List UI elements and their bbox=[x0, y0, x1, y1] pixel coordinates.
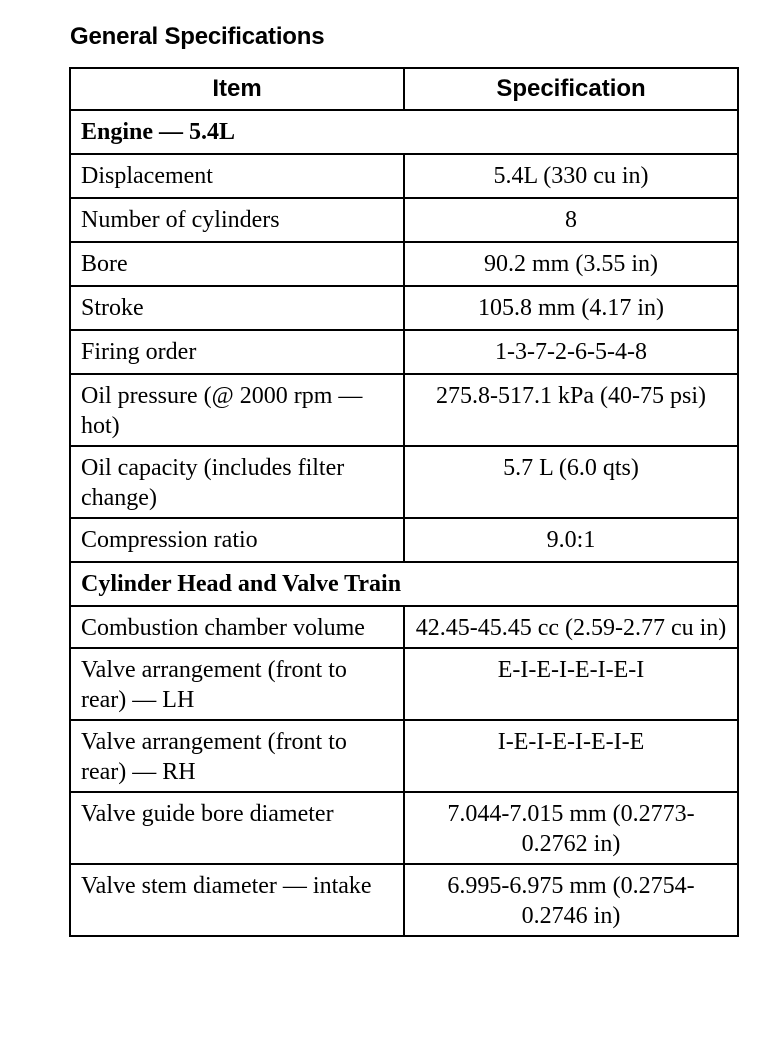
table-row bbox=[70, 720, 738, 792]
item-cell: Combustion chamber volume bbox=[70, 606, 404, 648]
spec-cell: E-I-E-I-E-I-E-I bbox=[404, 648, 738, 720]
column-header-specification: Specification bbox=[404, 68, 738, 110]
page-title: General Specifications bbox=[70, 23, 325, 50]
item-cell: Valve arrangement (front to rear) — RH bbox=[70, 720, 404, 792]
table-header-row bbox=[70, 68, 738, 110]
item-cell: Displacement bbox=[70, 154, 404, 198]
spec-cell: 90.2 mm (3.55 in) bbox=[404, 242, 738, 286]
spec-cell: 9.0:1 bbox=[404, 518, 738, 562]
section-heading: Engine — 5.4L bbox=[70, 110, 738, 154]
item-cell: Oil capacity (includes filter change) bbox=[70, 446, 404, 518]
column-header-item: Item bbox=[70, 68, 404, 110]
table-row bbox=[70, 242, 738, 286]
table-row bbox=[70, 648, 738, 720]
item-cell: Valve stem diameter — intake bbox=[70, 864, 404, 936]
spec-cell: 5.4L (330 cu in) bbox=[404, 154, 738, 198]
spec-cell: 5.7 L (6.0 qts) bbox=[404, 446, 738, 518]
spec-cell: 42.45-45.45 cc (2.59-2.77 cu in) bbox=[404, 606, 738, 648]
table-row bbox=[70, 198, 738, 242]
table-row bbox=[70, 286, 738, 330]
item-cell: Number of cylinders bbox=[70, 198, 404, 242]
section-row-cylinder-head bbox=[70, 562, 738, 606]
item-cell: Oil pressure (@ 2000 rpm — hot) bbox=[70, 374, 404, 446]
table-row bbox=[70, 446, 738, 518]
table-row bbox=[70, 864, 738, 936]
spec-cell: 8 bbox=[404, 198, 738, 242]
section-heading: Cylinder Head and Valve Train bbox=[70, 562, 738, 606]
table-row bbox=[70, 518, 738, 562]
spec-cell: 105.8 mm (4.17 in) bbox=[404, 286, 738, 330]
spec-cell: 1-3-7-2-6-5-4-8 bbox=[404, 330, 738, 374]
table-row bbox=[70, 606, 738, 648]
item-cell: Firing order bbox=[70, 330, 404, 374]
item-cell: Compression ratio bbox=[70, 518, 404, 562]
section-row-engine bbox=[70, 110, 738, 154]
spec-cell: 7.044-7.015 mm (0.2773-0.2762 in) bbox=[404, 792, 738, 864]
spec-cell: I-E-I-E-I-E-I-E bbox=[404, 720, 738, 792]
table-row bbox=[70, 792, 738, 864]
spec-cell: 6.995-6.975 mm (0.2754-0.2746 in) bbox=[404, 864, 738, 936]
table-row bbox=[70, 154, 738, 198]
table-row bbox=[70, 330, 738, 374]
specifications-table bbox=[69, 67, 739, 937]
item-cell: Stroke bbox=[70, 286, 404, 330]
item-cell: Valve arrangement (front to rear) — LH bbox=[70, 648, 404, 720]
item-cell: Bore bbox=[70, 242, 404, 286]
spec-cell: 275.8-517.1 kPa (40-75 psi) bbox=[404, 374, 738, 446]
table-row bbox=[70, 374, 738, 446]
item-cell: Valve guide bore diameter bbox=[70, 792, 404, 864]
